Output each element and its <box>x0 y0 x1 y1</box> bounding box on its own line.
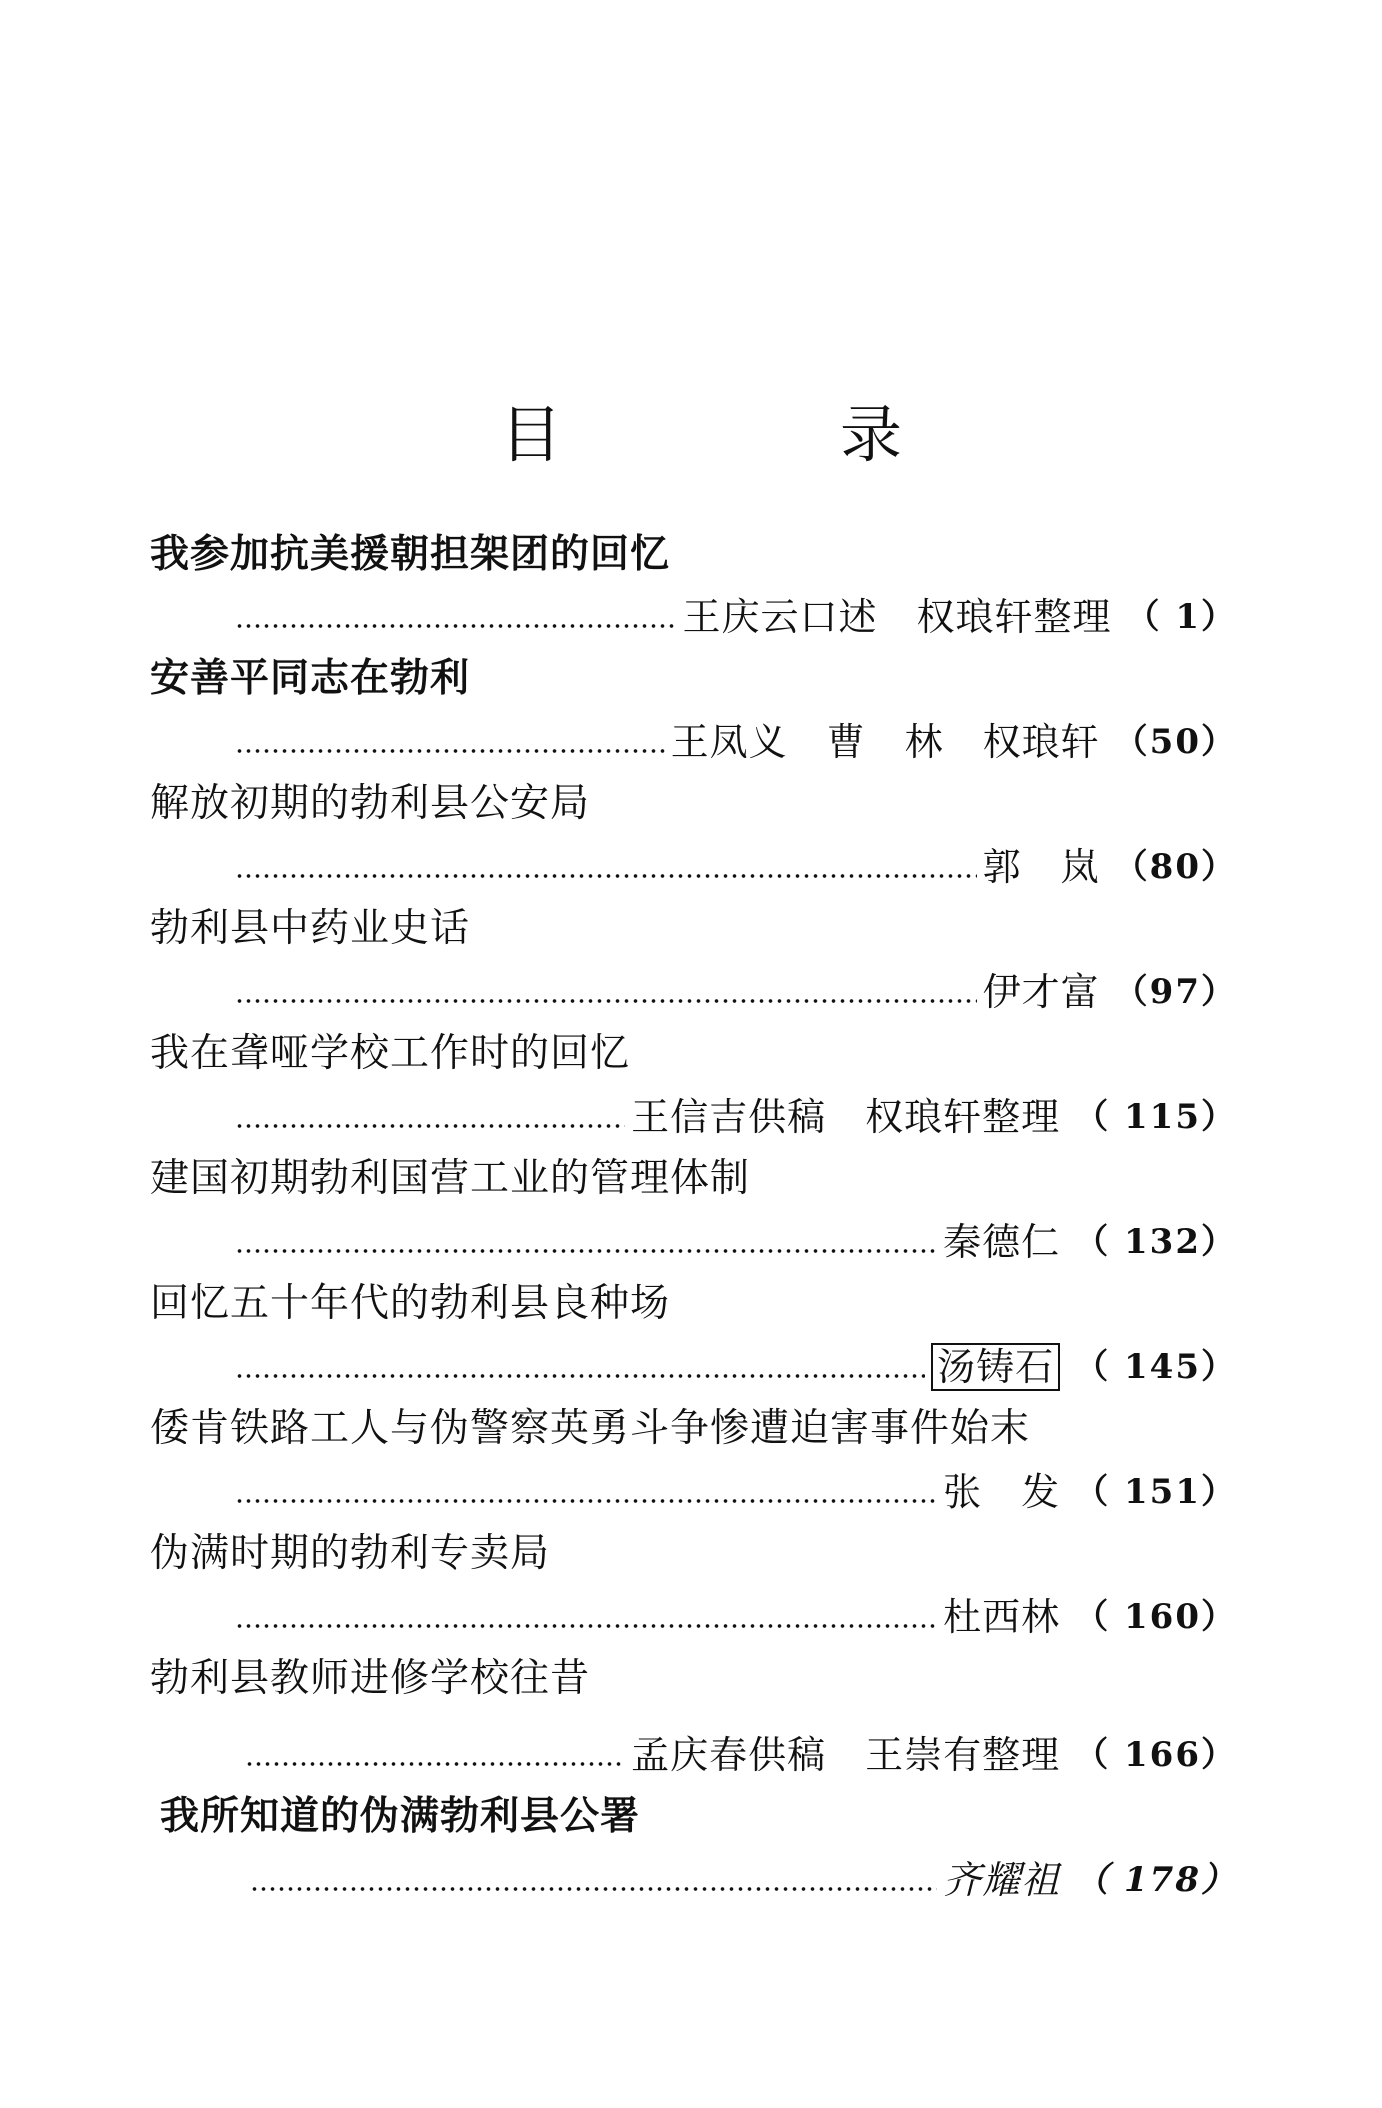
heading-char-2: 录 <box>840 398 903 471</box>
toc-entry-author: 秦德仁 <box>943 1220 1061 1264</box>
toc-entry-title: 安善平同志在勃利 <box>150 656 471 701</box>
toc-entry-line <box>235 590 1237 644</box>
toc-entry-title: 我参加抗美援朝担架团的回忆 <box>150 532 671 577</box>
toc-heading <box>0 395 1382 475</box>
toc-entry-title: 我所知道的伪满勃利县公署 <box>160 1794 641 1839</box>
toc-entry-title: 我在聋哑学校工作时的回忆 <box>150 1031 631 1076</box>
toc-entry-page: （ 178） <box>1074 1860 1237 1900</box>
toc-entry-author: 孟庆春供稿 王崇有整理 <box>631 1733 1061 1777</box>
toc-entry-line <box>235 1215 1237 1269</box>
toc-entry-line <box>235 715 1237 769</box>
toc-entry-title: 倭肯铁路工人与伪警察英勇斗争惨遭迫害事件始末 <box>150 1406 1031 1451</box>
leader-dots <box>235 715 669 769</box>
toc-entry-page: （97） <box>1113 972 1237 1012</box>
toc-entry-page: （80） <box>1113 847 1237 887</box>
toc-entry-page: （ 166） <box>1074 1735 1237 1775</box>
toc-entry-page: （ 1） <box>1125 597 1237 637</box>
toc-entry-title: 建国初期勃利国营工业的管理体制 <box>150 1156 751 1201</box>
toc-entry-line <box>235 1590 1237 1644</box>
author-box: 汤铸石 <box>931 1343 1060 1391</box>
toc-entry-author: 王凤义 曹 林 权琅轩 <box>670 720 1100 764</box>
toc-entry-author: 张 发 <box>943 1470 1061 1514</box>
leader-dots <box>235 965 981 1019</box>
leader-dots <box>235 1465 941 1519</box>
toc-entry-title: 勃利县中药业史话 <box>150 906 471 951</box>
toc-entry-title: 回忆五十年代的勃利县良种场 <box>150 1281 671 1326</box>
toc-entry-line <box>235 1090 1237 1144</box>
toc-entry-author <box>929 1340 1060 1394</box>
heading-char-1: 目 <box>500 398 563 471</box>
leader-dots <box>250 1853 941 1907</box>
leader-dots <box>235 1340 929 1394</box>
toc-entry-line <box>245 1728 1237 1782</box>
toc-entry-line <box>235 1465 1237 1519</box>
toc-entry-line <box>235 965 1237 1019</box>
toc-entry-author: 郭 岚 <box>982 845 1100 889</box>
leader-dots <box>235 590 680 644</box>
toc-entry-page: （ 151） <box>1074 1472 1237 1512</box>
leader-dots <box>235 1215 941 1269</box>
toc-entry-author: 齐耀祖 <box>943 1858 1061 1902</box>
toc-entry-page: （ 115） <box>1074 1097 1237 1137</box>
toc-entry-author: 王信吉供稿 权琅轩整理 <box>631 1095 1061 1139</box>
toc-entry-line <box>235 840 1237 894</box>
toc-entry-page: （ 145） <box>1074 1347 1237 1387</box>
toc-entry-page: （50） <box>1113 722 1237 762</box>
toc-entry-author: 杜西林 <box>943 1595 1061 1639</box>
toc-entry-title: 解放初期的勃利县公安局 <box>150 781 591 826</box>
toc-entry-page: （ 132） <box>1074 1222 1237 1262</box>
toc-entry-title: 伪满时期的勃利专卖局 <box>150 1531 551 1576</box>
toc-entry-title: 勃利县教师进修学校往昔 <box>150 1656 591 1701</box>
toc-entry-line <box>250 1853 1237 1907</box>
leader-dots <box>245 1728 629 1782</box>
toc-entry-author: 王庆云口述 权琅轩整理 <box>682 595 1112 639</box>
leader-dots <box>235 1590 941 1644</box>
toc-entry-page: （ 160） <box>1074 1597 1237 1637</box>
toc-entry-line <box>235 1340 1237 1394</box>
leader-dots <box>235 840 981 894</box>
leader-dots <box>235 1090 629 1144</box>
toc-entry-author: 伊才富 <box>982 970 1100 1014</box>
